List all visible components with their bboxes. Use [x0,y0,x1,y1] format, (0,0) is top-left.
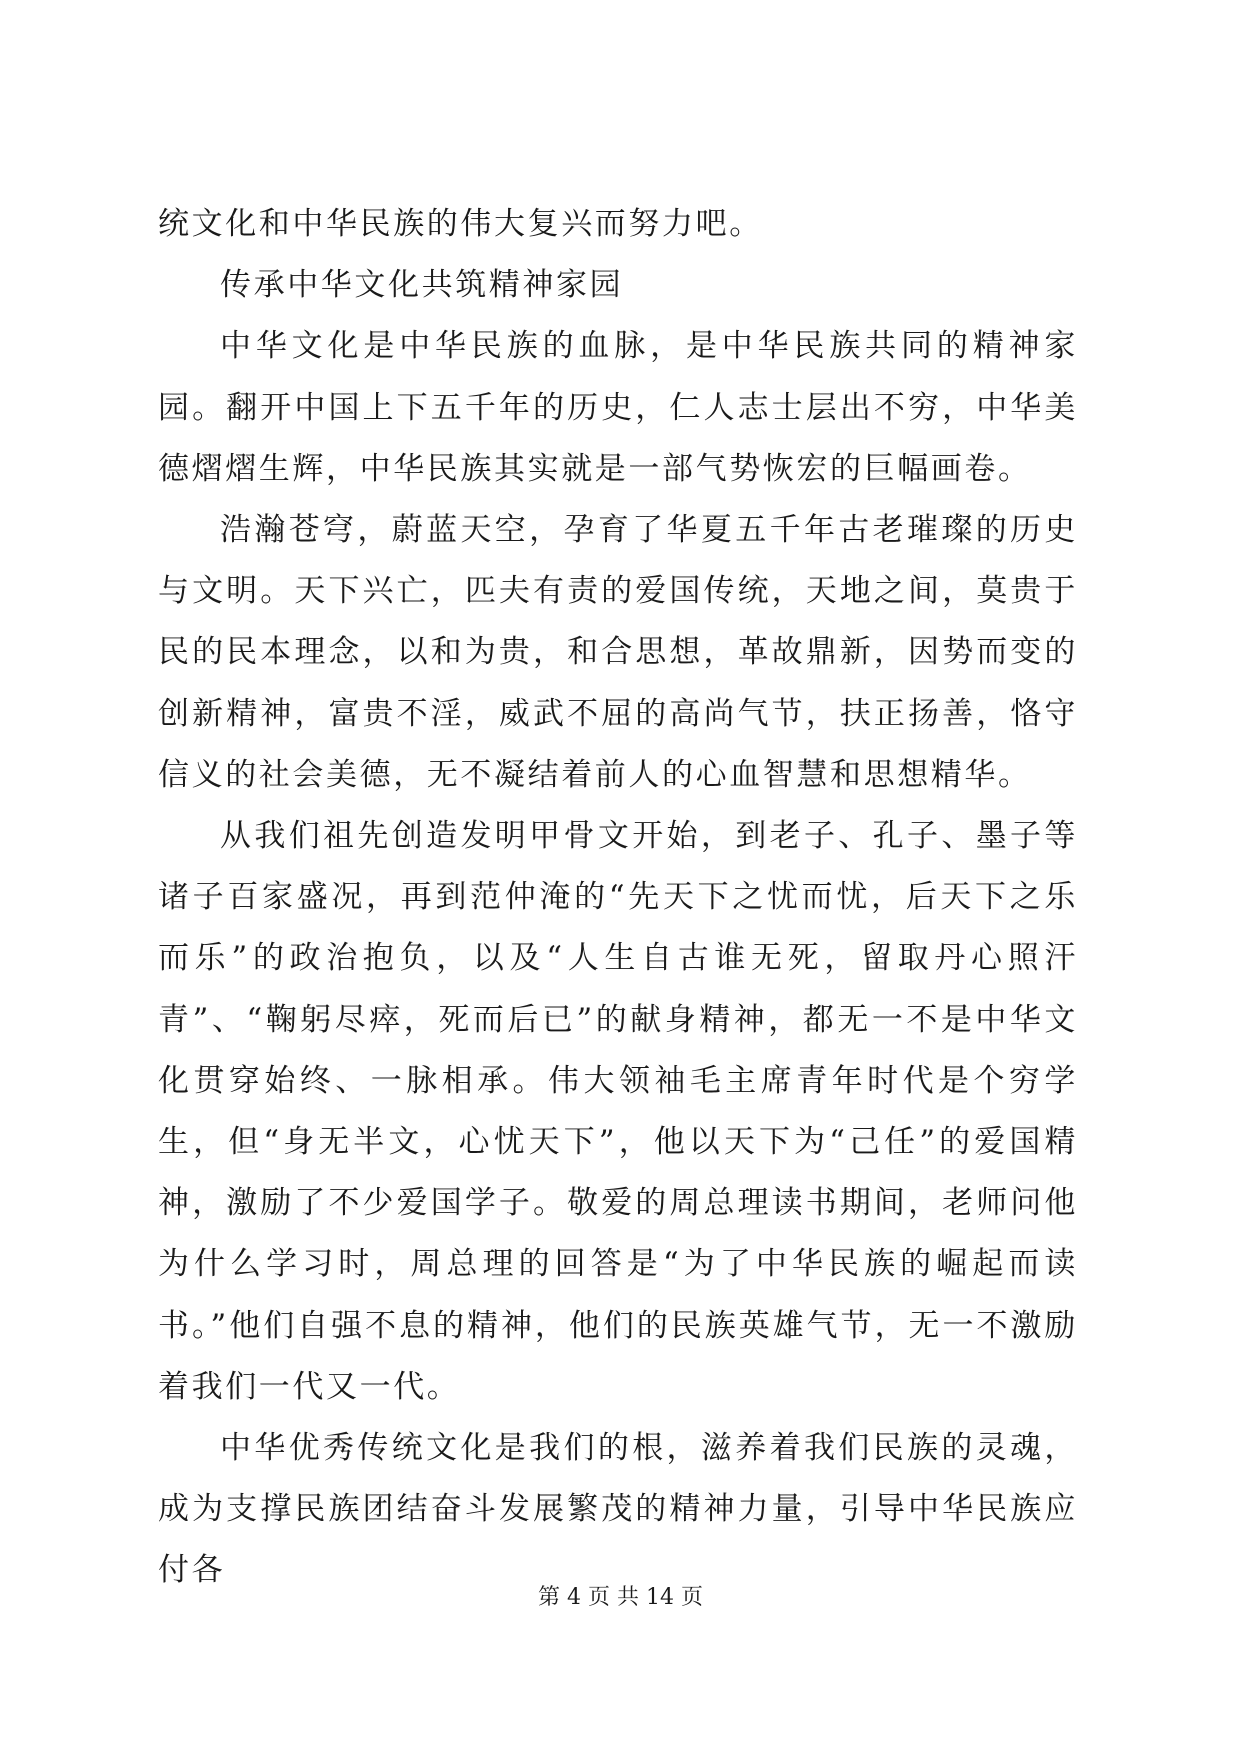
paragraph-continued: 统文化和中华民族的伟大复兴而努力吧。 [158,206,763,242]
document-body [158,194,1078,1602]
paragraph: 浩瀚苍穹，蔚蓝天空，孕育了华夏五千年古老璀璨的历史与文明。天下兴亡，匹夫有责的爱国传统，天地之间，莫贵于民的民本理念，以和为贵，和合思想，革故鼎新，因势而变的创新精神，富贵不淫，威武不屈的高尚气节，扶正扬善，恪守信义的社会美德，无不凝结着前人的心血智慧和思想精华。 [158,512,1078,793]
paragraph: 从我们祖先创造发明甲骨文开始，到老子、孔子、墨子等诸子百家盛况，再到范仲淹的“先天下之忧而忧，后天下之乐而乐”的政治抱负，以及“人生自古谁无死，留取丹心照汗青”、“鞠躬尽瘁，死而后已”的献身精神，都无一不是中华文化贯穿始终、一脉相承。伟大领袖毛主席青年时代是个穷学生，但“身无半文，心忧天下”，他以天下为“己任”的爱国精神，激励了不少爱国学子。敬爱的周总理读书期间，老师问他为什么学习时，周总理的回答是“为了中华民族的崛起而读书。”他们自强不息的精神，他们的民族英雄气节，无一不激励着我们一代又一代。 [158,818,1078,1405]
page-number-footer: 第 4 页 共 14 页 [538,1585,703,1610]
paragraph: 中华文化是中华民族的血脉，是中华民族共同的精神家园。翻开中国上下五千年的历史，仁人志士层出不穷，中华美德熠熠生辉，中华民族其实就是一部气势恢宏的巨幅画卷。 [158,328,1078,487]
paragraph: 中华优秀传统文化是我们的根，滋养着我们民族的灵魂，成为支撑民族团结奋斗发展繁茂的精神力量，引导中华民族应付各 [158,1430,1078,1589]
section-title: 传承中华文化共筑精神家园 [220,267,624,304]
